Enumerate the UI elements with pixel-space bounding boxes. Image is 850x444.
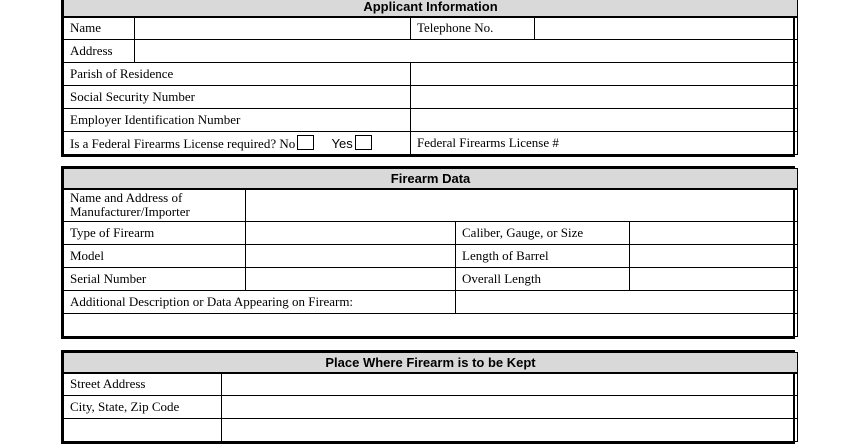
type-label: Type of Firearm: [64, 222, 246, 245]
overall-field[interactable]: [630, 268, 798, 291]
parish-field[interactable]: [411, 63, 798, 86]
manufacturer-label-line2: Manufacturer/Importer: [70, 204, 190, 220]
additional-field-1[interactable]: [456, 291, 798, 314]
yes-label: Yes: [331, 135, 353, 151]
city-field[interactable]: [222, 396, 798, 419]
name-label: Name: [64, 17, 135, 40]
address-label: Address: [64, 40, 135, 63]
overall-label: Overall Length: [456, 268, 630, 291]
applicant-information-title: Applicant Information: [64, 0, 798, 17]
place-kept-title: Place Where Firearm is to be Kept: [64, 353, 798, 373]
extra-field[interactable]: [222, 419, 798, 442]
model-label: Model: [64, 245, 246, 268]
street-label: Street Address: [64, 373, 222, 396]
additional-label: Additional Description or Data Appearing on Firearm:: [64, 291, 456, 314]
caliber-label: Caliber, Gauge, or Size: [456, 222, 630, 245]
manufacturer-field[interactable]: [246, 189, 798, 222]
serial-label: Serial Number: [64, 268, 246, 291]
caliber-field[interactable]: [630, 222, 798, 245]
additional-field-2[interactable]: [64, 314, 798, 337]
manufacturer-label-line1: Name and Address of: [70, 190, 183, 206]
ssn-field[interactable]: [411, 86, 798, 109]
street-field[interactable]: [222, 373, 798, 396]
barrel-field[interactable]: [630, 245, 798, 268]
name-field[interactable]: [135, 17, 411, 40]
applicant-information-section: [61, 0, 795, 157]
address-field[interactable]: [135, 40, 798, 63]
barrel-label: Length of Barrel: [456, 245, 630, 268]
extra-label-cell: [64, 419, 222, 442]
ffl-question-cell: [64, 132, 411, 155]
no-label: No: [279, 135, 296, 151]
model-field[interactable]: [246, 245, 456, 268]
telephone-field[interactable]: [535, 17, 798, 40]
ssn-label: Social Security Number: [64, 86, 411, 109]
firearm-data-section: [61, 166, 795, 339]
yes-checkbox[interactable]: [355, 135, 372, 150]
parish-label: Parish of Residence: [64, 63, 411, 86]
ffl-number-label: Federal Firearms License #: [411, 132, 798, 155]
serial-field[interactable]: [246, 268, 456, 291]
no-checkbox[interactable]: [297, 135, 314, 150]
city-label: City, State, Zip Code: [64, 396, 222, 419]
ffl-question-label: Is a Federal Firearms License required?: [70, 135, 277, 151]
firearm-data-title: Firearm Data: [64, 169, 798, 189]
manufacturer-label: [64, 189, 246, 222]
telephone-label: Telephone No.: [411, 17, 535, 40]
type-field[interactable]: [246, 222, 456, 245]
ein-label: Employer Identification Number: [64, 109, 411, 132]
ein-field[interactable]: [411, 109, 798, 132]
place-kept-section: [61, 350, 795, 444]
